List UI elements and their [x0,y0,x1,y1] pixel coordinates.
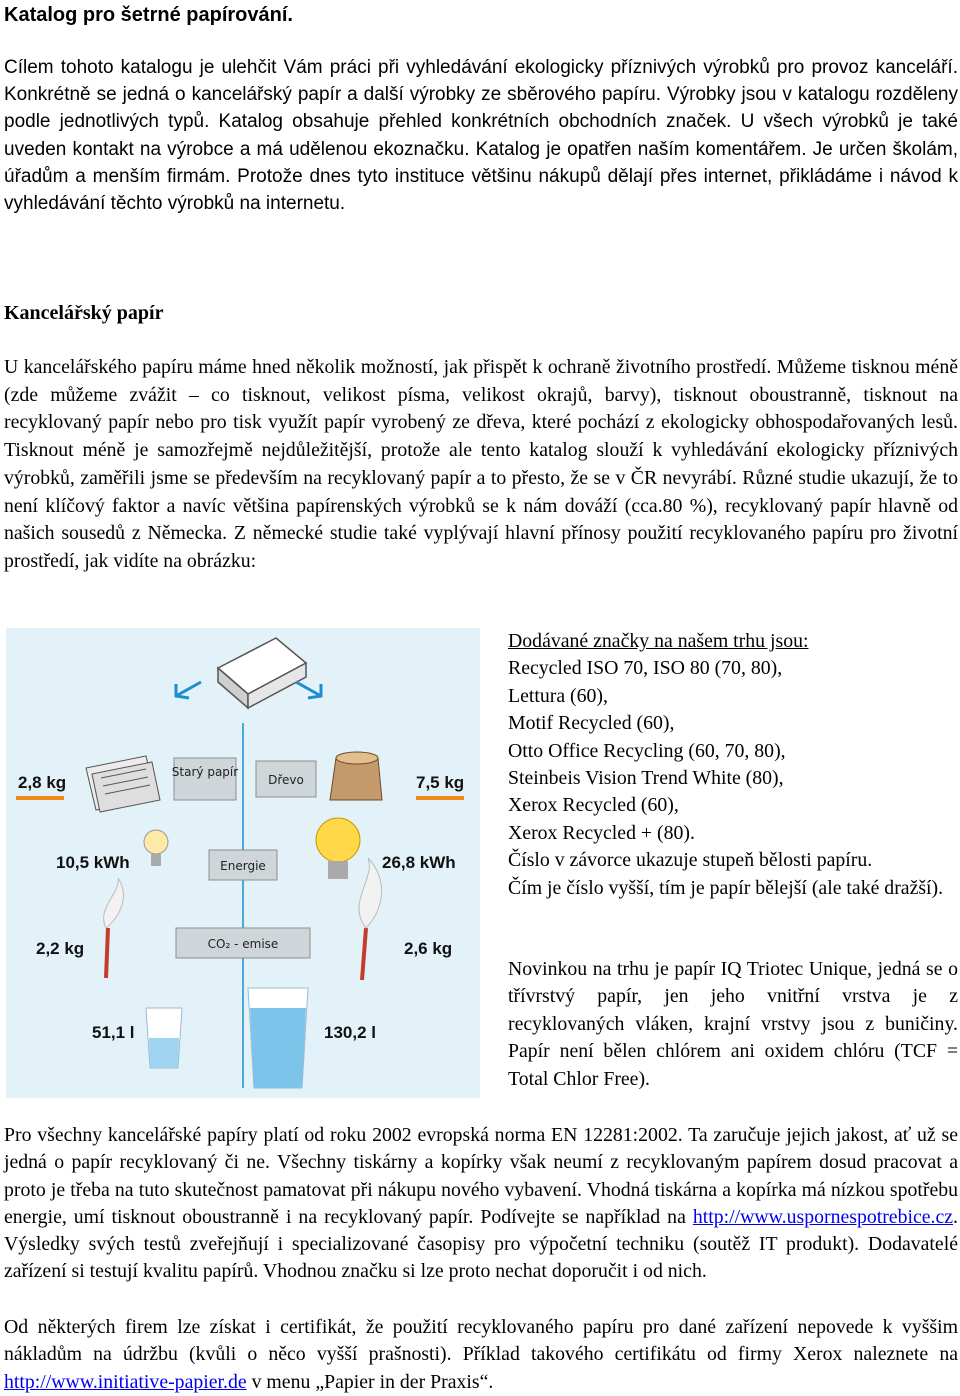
right-energy-value: 26,8 kWh [382,853,456,872]
left-paper-value: 2,8 kg [18,773,67,792]
body-paragraph-2 [4,1122,958,1286]
accent-bar [16,796,64,800]
brand-item: Recycled ISO 70, ISO 80 (70, 80), [508,657,783,680]
body2-text-before: Pro všechny kancelářské papíry platí od roku 2002 evropská norma EN 12281:2002. Ta zaručuje jejich jakost, ať už se jedná o papír recyklovaný či ne. Všechny tiskárny a kopírky však neumí z recyklovaným papírem dosud pracovat a proto je třeba na tuto skutečnost pamatovat při nákupu nového vybavení. Vhodná tiskárna a kopírka má nízkou spotřebu energie, umí tisknout oboustranně i na recyklovaný papír. Podívejte se například na [4,1124,958,1228]
brand-item: Xerox Recycled (60), [508,794,679,817]
section-heading: Kancelářský papír [4,302,164,324]
body-paragraph-3 [4,1314,958,1396]
wood-box [256,761,316,797]
wood-label: Dřevo [268,773,304,787]
brand-item: Steinbeis Vision Trend White (80), [508,767,784,790]
brightness-note: Číslo v závorce ukazuje stupeň bělosti papíru. [508,849,873,872]
accent-bar [416,796,464,800]
uspornespotrebice-link[interactable]: http://www.uspornespotrebice.cz [692,1205,954,1228]
brand-item: Lettura (60), [508,684,608,707]
brand-item: Xerox Recycled + (80). [508,821,695,844]
left-water-value: 51,1 l [92,1023,135,1042]
small-water-glass-icon [146,1008,182,1068]
comparison-illustration [6,628,480,1098]
comparison-figure [6,628,480,1098]
large-water-glass-icon [248,988,308,1088]
brands-heading: Dodávané značky na našem trhu jsou: [508,630,809,652]
initiative-papier-link[interactable]: http://www.initiative-papier.de [4,1370,247,1393]
old-paper-box [172,758,238,800]
body2-text-after: . Výsledky svých testů zveřejňují i specializované časopisy pro výpočetní techniku (soutěž IT produkt). Dodavatelé zařízení si testují kvalitu papírů. Vhodnou značku si lze proto nechat doporučit i od nich. [4,1205,958,1283]
brand-item: Otto Office Recycling (60, 70, 80), [508,739,786,762]
right-water-value: 130,2 l [324,1023,376,1042]
body-paragraph-1: U kancelářského papíru máme hned několik možností, jak přispět k ochraně životního prostředí. Můžeme tisknou méně (zde můžeme zvážit – co tisknout, velikost písma, velikost okrajů, barvy), tisknout oboustranně, tisknout na recyklovaný papír nebo pro tisk využít papír vyrobený ze dřeva, které pochází z ekologicky obhospodařovaných lesů. Tisknout méně je samozřejmě nejdůležitější, protože ale tento katalog slouží k vyhledávání ekologicky příznivých výrobků, zaměřili jsme se především na recyklovaný papír a to přesto, že se v ČR nevyrábí. Různé studie ukazují, že to není klíčový faktor a navíc většina papírenských výrobků se k nám dováží (cca.80 %), recyklovaný papír hlavně od našich sousedů z Německa. Z německé studie také vyplývají hlavní přínosy použití recyklovaného papíru pro životní prostředí, jak vidíte na obrázku: [4,356,958,572]
novinka-paragraph: Novinkou na trhu je papír IQ Triotec Unique, jedná se o třívrstvý papír, jen jeho vnitřní vrstva je z recyklovaných vláken, krajní vrstvy jsou z buničiny. Papír není bělen chlórem ani oxidem chlóru (TCF = Total Chlor Free). [508,958,958,1090]
brightness-note-2: Čím je číslo vyšší, tím je papír bělejší (ale také dražší). [508,876,944,899]
body3-text-before: Od některých firem lze získat i certifikát, že použití recyklovaného papíru pro dané zařízení nepovede k vyššim nákladům na údržbu (kvůli o něco vyšší prašnosti). Příklad takového certifikátu od firmy Xerox naleznete na [4,1316,958,1366]
old-paper-label: Starý papír [171,765,239,779]
right-wood-value: 7,5 kg [416,773,465,792]
brands-list [508,628,960,902]
left-co2-value: 2,2 kg [36,939,85,958]
body3-text-after: v menu „Papier in der Praxis“. [246,1370,494,1393]
co2-box [176,928,310,958]
energy-label: Energie [220,859,266,873]
co2-label: CO₂ - emise [207,937,279,951]
right-co2-value: 2,6 kg [404,939,453,958]
tree-stump-icon [330,752,382,800]
page-title: Katalog pro šetrné papírování. [4,4,293,26]
brand-item: Motif Recycled (60), [508,712,675,735]
energy-box [209,850,277,880]
intro-paragraph: Cílem tohoto katalogu je ulehčit Vám práci při vyhledávání ekologicky příznivých výrobků pro provoz kanceláří. Konkrétně se jedná o kancelářský papír a další výrobky ze sběrového papíru. Výrobky jsou v katalogu rozděleny podle jednotlivých typů. Katalog obsahuje přehled konkrétních obchodních značek. U všech výrobků je také uveden kontakt na výrobce a má udělenou ekoznačku. Katalog je opatřen naším komentářem. Je určen školám, úřadům a menším firmám. Protože dnes tyto instituce většinu nákupů dělají přes internet, přikládáme i návod k vyhledávání těchto výrobků na internetu. [4,57,958,215]
left-energy-value: 10,5 kWh [56,853,130,872]
